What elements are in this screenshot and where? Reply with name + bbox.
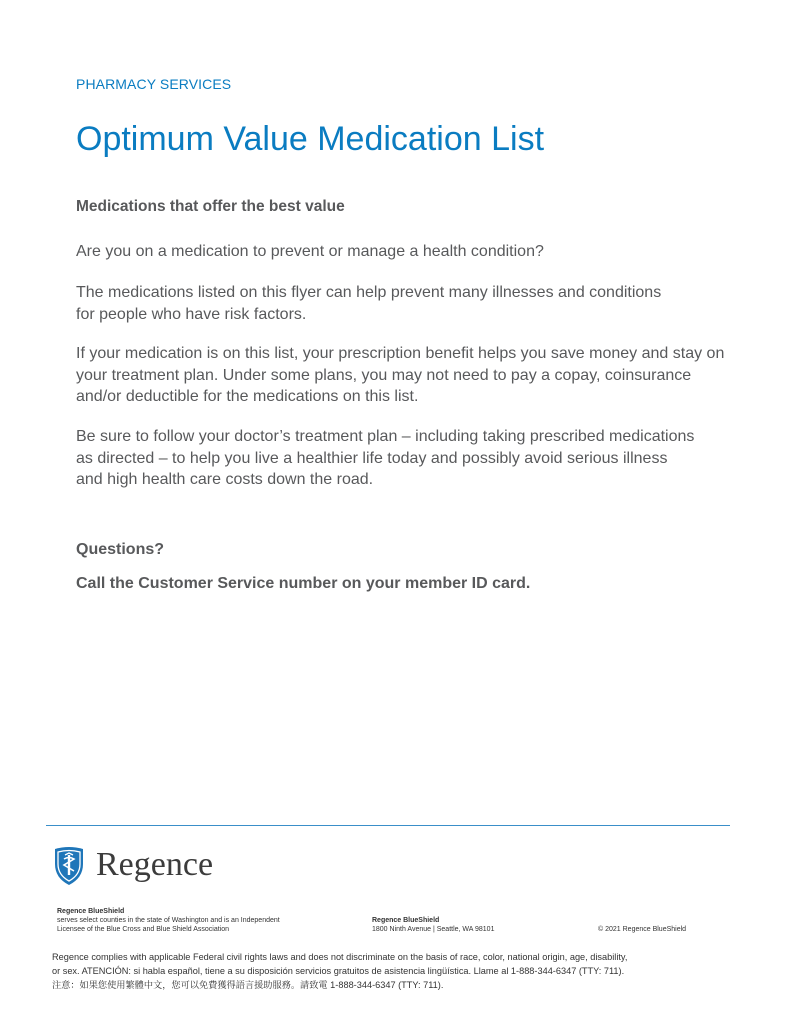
- questions-body: Call the Customer Service number on your member ID card.: [76, 575, 531, 592]
- footer-licensee-block: [57, 907, 357, 934]
- intro-paragraph-2: The medications listed on this flyer can help prevent many illnesses and conditions for people who have risk factors.: [76, 284, 662, 323]
- brand-wordmark: Regence: [96, 846, 214, 883]
- intro-paragraph-4: Be sure to follow your doctor’s treatment plan – including taking prescribed medications as directed – to help you live a healthier life today and possibly avoid serious illness and high health care costs down the road.: [76, 428, 695, 488]
- legal-line-3: 注意：如果您使用繁體中文，您可以免費獲得語言援助服務。請致電 1-888-344-6347 (TTY: 711).: [52, 980, 444, 990]
- legal-line-2: or sex. ATENCIÓN: si habla español, tiene a su disposición servicios gratuitos de asistencia lingüística. Llame al 1-888-344-6347 (TTY: 711).: [52, 966, 625, 976]
- footer-licensee-name: Regence BlueShield: [57, 908, 125, 915]
- legal-line-1: Regence complies with applicable Federal civil rights laws and does not discriminate on the basis of race, color, national origin, age, disability,: [52, 952, 628, 962]
- intro-paragraph-1: Are you on a medication to prevent or manage a health condition?: [76, 243, 544, 260]
- footer-address-name: Regence BlueShield: [372, 917, 440, 924]
- footer-divider: [46, 825, 730, 826]
- footer-address-line: 1800 Ninth Avenue | Seattle, WA 98101: [372, 926, 495, 933]
- intro-subhead: Medications that offer the best value: [76, 198, 345, 215]
- shield-logo-icon: [52, 846, 86, 886]
- intro-paragraph-3: If your medication is on this list, your prescription benefit helps you save money and stay on your treatment plan. Under some plans, you may not need to pay a copay, coinsurance and/or deductible for the medications on this list.: [76, 345, 725, 405]
- footer-copyright: © 2021 Regence BlueShield: [598, 926, 687, 933]
- section-eyebrow: PHARMACY SERVICES: [76, 76, 232, 92]
- footer-address-block: [372, 916, 572, 934]
- questions-heading: Questions?: [76, 541, 165, 558]
- footer-licensee-line2: Licensee of the Blue Cross and Blue Shield Association: [57, 926, 229, 933]
- page-title: Optimum Value Medication List: [76, 120, 545, 158]
- footer-licensee-line1: serves select counties in the state of Washington and is an Independent: [57, 917, 280, 924]
